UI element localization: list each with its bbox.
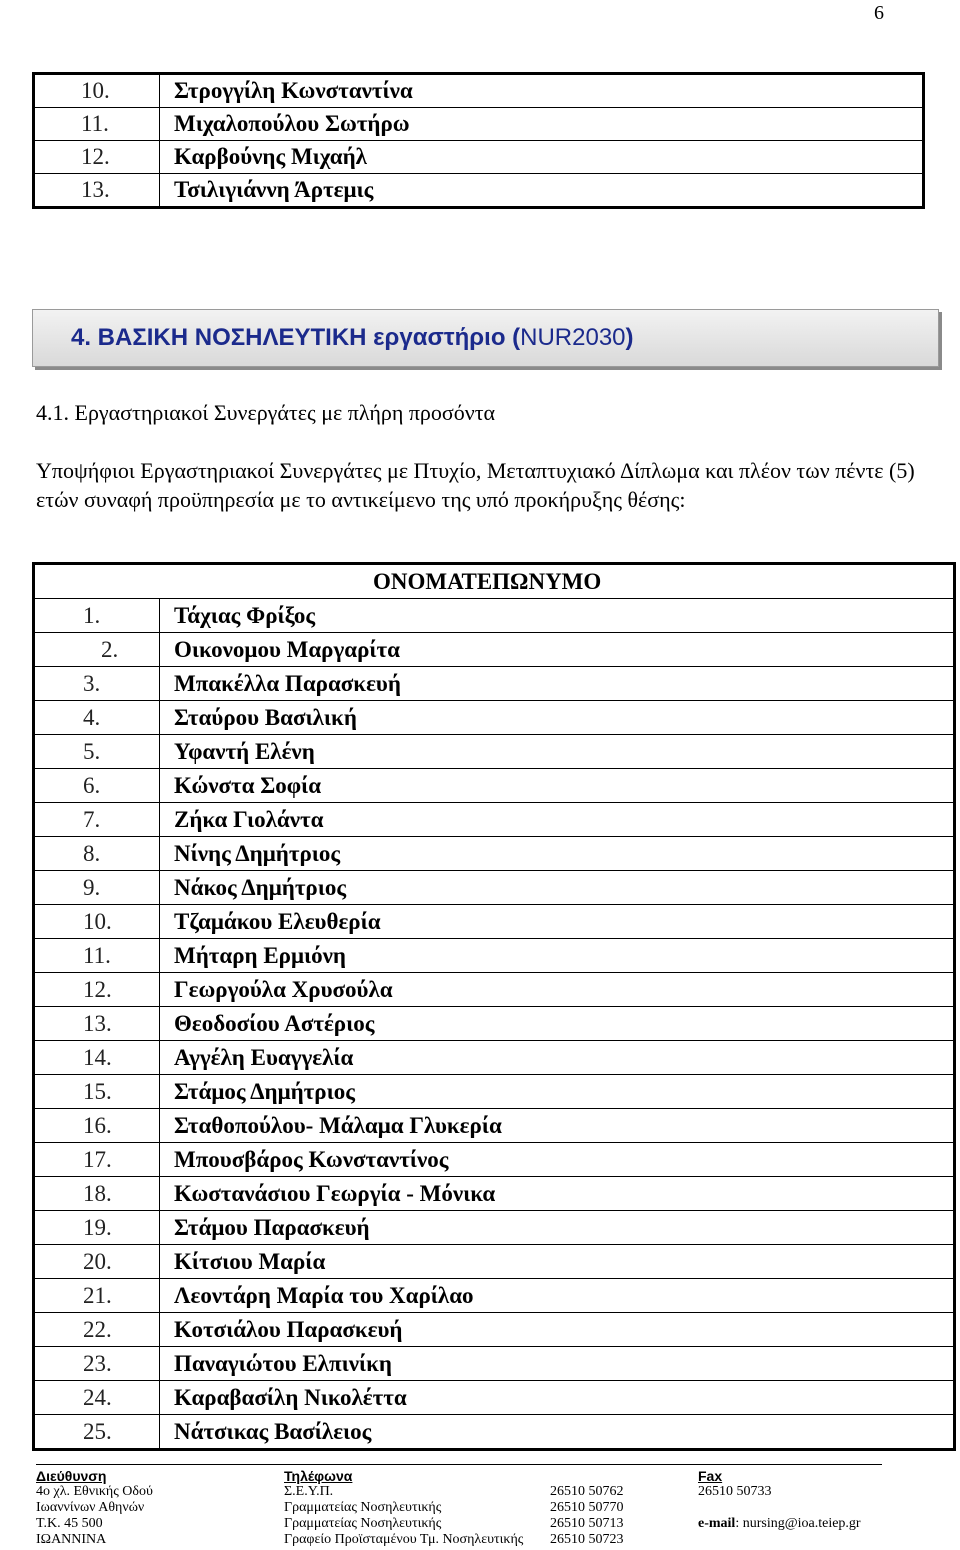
course-code: NUR2030 [520, 324, 626, 351]
row-name: Κίτσιου Μαρία [160, 1245, 955, 1279]
footer-fax-email [698, 1468, 861, 1532]
phone-number: 26510 50770 [550, 1500, 624, 1515]
table-row [34, 1041, 955, 1075]
table-row [34, 701, 955, 735]
row-number: 11. [34, 108, 160, 141]
row-number: 14. [34, 1041, 160, 1075]
row-number: 6. [34, 769, 160, 803]
table-row [34, 1415, 955, 1450]
address-line: Τ.Κ. 45 500 [36, 1516, 103, 1531]
email-label: e-mail [698, 1516, 736, 1531]
table-row [34, 108, 924, 141]
phones-label: Τηλέφωνα [284, 1468, 353, 1484]
fax-number: 26510 50733 [698, 1484, 772, 1499]
row-name: Γεωργούλα Χρυσούλα [160, 973, 955, 1007]
phone-name: Γραφείο Προϊσταμένου Τμ. Νοσηλευτικής [284, 1532, 524, 1547]
phone-number: 26510 50713 [550, 1516, 624, 1531]
row-name: Στάμου Παρασκευή [160, 1211, 955, 1245]
row-name: Ζήκα Γιολάντα [160, 803, 955, 837]
row-name: Παναγιώτου Ελπινίκη [160, 1347, 955, 1381]
row-name: Τζαμάκου Ελευθερία [160, 905, 955, 939]
phone-number: 26510 50723 [550, 1532, 624, 1547]
email-address[interactable]: : nursing@ioa.teiep.gr [735, 1516, 861, 1531]
row-number: 2. [34, 633, 160, 667]
footer-rule [36, 1464, 882, 1465]
footer-phone-numbers [550, 1484, 624, 1548]
table-row [34, 803, 955, 837]
row-number: 17. [34, 1143, 160, 1177]
phone-number: 26510 50762 [550, 1484, 624, 1499]
table-row [34, 939, 955, 973]
table-row [34, 1211, 955, 1245]
row-name: Θεοδοσίου Αστέριος [160, 1007, 955, 1041]
row-name: Νάκος Δημήτριος [160, 871, 955, 905]
row-name: Οικονομου Μαργαρίτα [160, 633, 955, 667]
row-name: Υφαντή Ελένη [160, 735, 955, 769]
row-number: 8. [34, 837, 160, 871]
row-name: Μπακέλλα Παρασκευή [160, 667, 955, 701]
row-name: Μήταρη Ερμιόνη [160, 939, 955, 973]
table-row [34, 141, 924, 174]
names-table-continued [32, 72, 925, 209]
table-row [34, 973, 955, 1007]
page-number: 6 [874, 2, 884, 24]
row-name: Λεοντάρη Μαρία του Χαρίλαο [160, 1279, 955, 1313]
table-row [34, 1313, 955, 1347]
table-row [34, 1177, 955, 1211]
table-row [34, 769, 955, 803]
row-name: Στάμος Δημήτριος [160, 1075, 955, 1109]
row-number: 20. [34, 1245, 160, 1279]
phone-name: Γραμματείας Νοσηλευτικής [284, 1500, 442, 1515]
row-name: Αγγέλη Ευαγγελία [160, 1041, 955, 1075]
row-number: 9. [34, 871, 160, 905]
row-number: 10. [34, 905, 160, 939]
row-name: Μπουσβάρος Κωνσταντίνος [160, 1143, 955, 1177]
row-number: 12. [34, 141, 160, 174]
row-number: 18. [34, 1177, 160, 1211]
row-number: 22. [34, 1313, 160, 1347]
table-row [34, 633, 955, 667]
candidates-table [32, 562, 956, 1451]
row-name: Νίνης Δημήτριος [160, 837, 955, 871]
table-row [34, 1381, 955, 1415]
row-number: 5. [34, 735, 160, 769]
address-label: Διεύθυνση [36, 1468, 107, 1484]
row-name: Κωστανάσιου Γεωργία - Μόνικα [160, 1177, 955, 1211]
row-number: 7. [34, 803, 160, 837]
row-name: Κοτσιάλου Παρασκευή [160, 1313, 955, 1347]
table-row [34, 667, 955, 701]
row-number: 11. [34, 939, 160, 973]
address-line: 4ο χλ. Εθνικής Οδού [36, 1484, 153, 1499]
table-row [34, 1109, 955, 1143]
row-number: 10. [34, 74, 160, 108]
table-row [34, 1075, 955, 1109]
row-number: 16. [34, 1109, 160, 1143]
table-row [34, 905, 955, 939]
footer-phone-names [284, 1468, 523, 1548]
row-number: 21. [34, 1279, 160, 1313]
footer-address [36, 1468, 153, 1548]
row-name: Καρβούνης Μιχαήλ [160, 141, 924, 174]
table-row [34, 735, 955, 769]
phone-name: Γραμματείας Νοσηλευτικής [284, 1516, 442, 1531]
row-number: 13. [34, 1007, 160, 1041]
table-row [34, 174, 924, 208]
table-row [34, 74, 924, 108]
row-number: 13. [34, 174, 160, 208]
address-line: Ιωαννίνων Αθηνών [36, 1500, 145, 1515]
table-row [34, 1143, 955, 1177]
row-name: Τάχιας Φρίξος [160, 599, 955, 633]
table-row [34, 1245, 955, 1279]
section-heading-bar [32, 309, 939, 367]
row-name: Στρογγίλη Κωνσταντίνα [160, 74, 924, 108]
row-number: 12. [34, 973, 160, 1007]
table-row [34, 837, 955, 871]
fullname-column-header: ΟΝΟΜΑΤΕΠΩΝΥΜΟ [34, 564, 955, 599]
row-number: 4. [34, 701, 160, 735]
address-line: ΙΩΑΝΝΙΝΑ [36, 1532, 107, 1547]
row-name: Σταύρου Βασιλική [160, 701, 955, 735]
section-title: 4. ΒΑΣΙΚΗ ΝΟΣΗΛΕΥΤΙΚΗ εργαστήριο (NUR2030) [71, 324, 634, 351]
table-row [34, 1279, 955, 1313]
row-number: 25. [34, 1415, 160, 1450]
row-number: 3. [34, 667, 160, 701]
row-number: 23. [34, 1347, 160, 1381]
row-name: Σταθοπούλου- Μάλαμα Γλυκερία [160, 1109, 955, 1143]
row-number: 19. [34, 1211, 160, 1245]
row-number: 24. [34, 1381, 160, 1415]
row-name: Νάτσικας Βασίλειος [160, 1415, 955, 1450]
table-row [34, 871, 955, 905]
fax-label: Fax [698, 1468, 723, 1484]
row-number: 1. [34, 599, 160, 633]
eligibility-paragraph: Υποψήφιοι Εργαστηριακοί Συνεργάτες με Πτυχίο, Μεταπτυχιακό Δίπλωμα και πλέον των πέντε (5) ετών συναφή προϋπηρεσία με το αντικείμενο της υπό προκήρυξης θέσης: [36, 458, 915, 512]
email-line[interactable] [698, 1516, 861, 1532]
row-number: 15. [34, 1075, 160, 1109]
table-row [34, 1007, 955, 1041]
table-row [34, 1347, 955, 1381]
row-name: Τσιλιγιάννη Άρτεμις [160, 174, 924, 208]
table-row [34, 599, 955, 633]
phone-name: Σ.Ε.Υ.Π. [284, 1484, 334, 1499]
row-name: Καραβασίλη Νικολέττα [160, 1381, 955, 1415]
subsection-heading: 4.1. Εργαστηριακοί Συνεργάτες με πλήρη προσόντα [36, 400, 496, 425]
row-name: Μιχαλοπούλου Σωτήρω [160, 108, 924, 141]
row-name: Κώνστα Σοφία [160, 769, 955, 803]
